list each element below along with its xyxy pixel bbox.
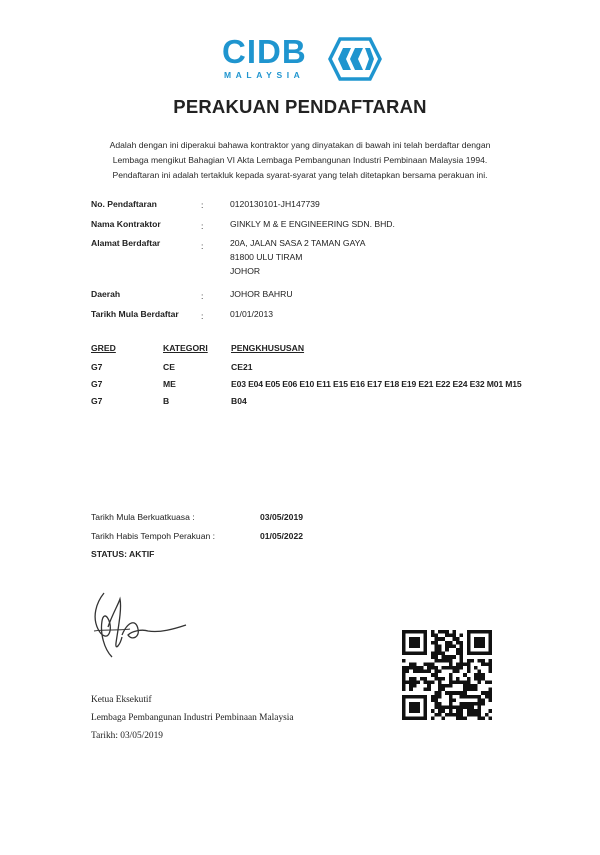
colon: :: [201, 200, 204, 210]
signature: [82, 585, 202, 665]
intro-line: Pendaftaran ini adalah tertakluk kepada syarat-syarat yang telah ditetapkan bersama perakuan ini.: [112, 170, 488, 180]
grade-cell: G7: [91, 379, 103, 389]
effective-date-label: Tarikh Mula Berkuatkuasa :: [91, 512, 195, 522]
column-header-kategori: KATEGORI: [163, 343, 208, 353]
category-cell: ME: [163, 379, 176, 389]
category-cell: CE: [163, 362, 175, 372]
address-line: JOHOR: [230, 266, 261, 276]
column-header-gred: GRED: [91, 343, 116, 353]
contractor-name: GINKLY M & E ENGINEERING SDN. BHD.: [230, 219, 395, 229]
category-cell: B: [163, 396, 170, 406]
page-title: PERAKUAN PENDAFTARAN: [173, 96, 427, 117]
specialization-cell: B04: [231, 396, 247, 406]
specialization-cell: E03 E04 E05 E06 E10 E11 E15 E16 E17 E18 E19 E21 E22 E24 E32 M01 M15: [231, 379, 522, 389]
registration-number: 0120130101-JH147739: [230, 199, 320, 209]
expiry-date: 01/05/2022: [260, 531, 304, 541]
footer-date: Tarikh: 03/05/2019: [91, 731, 163, 741]
contractor-name-label: Nama Kontraktor: [91, 219, 161, 229]
colon: :: [201, 311, 204, 321]
status-text: STATUS: AKTIF: [91, 549, 155, 559]
colon: :: [201, 221, 204, 231]
effective-date: 03/05/2019: [260, 512, 304, 522]
start-date: 01/01/2013: [230, 309, 274, 319]
district-label: Daerah: [91, 289, 121, 299]
colon: :: [201, 291, 204, 301]
qr-code-icon: [402, 630, 492, 720]
logo-subtext: MALAYSIA: [224, 70, 305, 80]
start-date-label: Tarikh Mula Berdaftar: [91, 309, 179, 319]
specialization-cell: CE21: [231, 362, 253, 372]
logo-text: CIDB: [222, 33, 307, 70]
district: JOHOR BAHRU: [230, 289, 293, 299]
signatory-position: Ketua Eksekutif: [91, 695, 152, 705]
expiry-date-label: Tarikh Habis Tempoh Perakuan :: [91, 531, 216, 541]
intro-line: Lembaga mengikut Bahagian VI Akta Lembaga Pembangunan Industri Pembinaan Malaysia 1994.: [112, 155, 488, 165]
colon: :: [201, 241, 204, 251]
intro-line: Adalah dengan ini diperakui bahawa kontraktor yang dinyatakan di bawah ini telah berdaftar dengan: [109, 140, 491, 150]
address-line: 20A, JALAN SASA 2 TAMAN GAYA: [230, 238, 366, 248]
address-line: 81800 ULU TIRAM: [230, 252, 303, 262]
signatory-organization: Lembaga Pembangunan Industri Pembinaan Malaysia: [91, 713, 294, 723]
grade-cell: G7: [91, 362, 103, 372]
registration-number-label: No. Pendaftaran: [91, 199, 157, 209]
grade-cell: G7: [91, 396, 103, 406]
cidb-logo: [222, 33, 382, 85]
address-label: Alamat Berdaftar: [91, 238, 161, 248]
hexagon-logo-icon: [326, 36, 382, 82]
column-header-pengkhususan: PENGKHUSUSAN: [231, 343, 305, 353]
